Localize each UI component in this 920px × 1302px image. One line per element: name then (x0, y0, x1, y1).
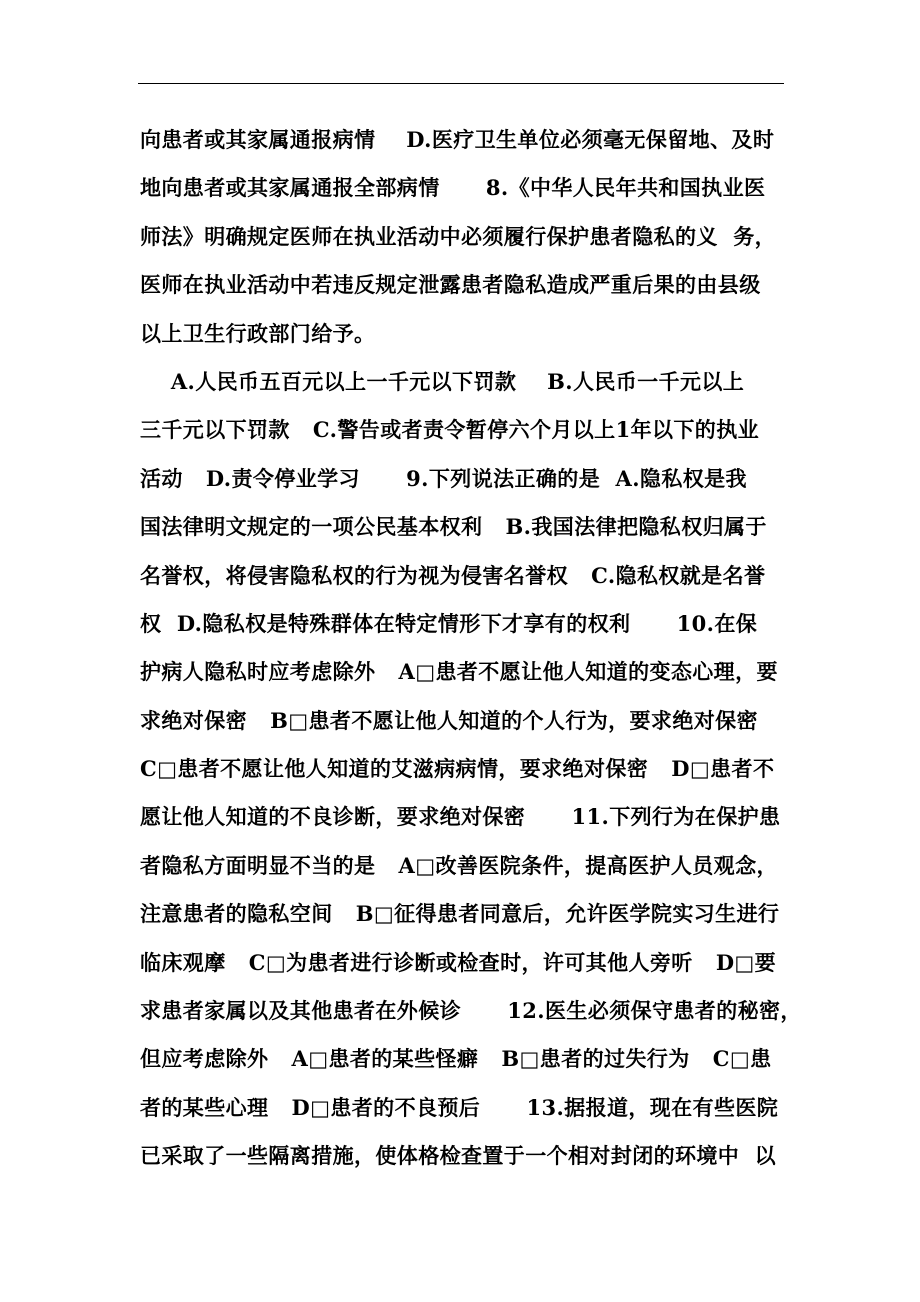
text-line: 注意患者的隐私空间 B□征得患者同意后，允许医学院实习生进行 (140, 901, 780, 927)
text-line: 求绝对保密 B□患者不愿让他人知道的个人行为，要求绝对保密 (140, 707, 758, 733)
text-line: 权 D.隐私权是特殊群体在特定情形下才享有的权利 10.在保 (140, 610, 758, 636)
text-line: 愿让他人知道的不良诊断，要求绝对保密 11.下列行为在保护患 (140, 804, 781, 830)
text-line: 地向患者或其家属通报全部病情 8.《中华人民年共和国执业医 (140, 175, 766, 201)
text-line: 三千元以下罚款 C.警告或者责令暂停六个月以上1年以下的执业 (140, 417, 759, 443)
text-line: 求患者家属以及其他患者在外候诊 12.医生必须保守患者的秘密， (140, 998, 802, 1024)
text-line: C□患者不愿让他人知道的艾滋病病情，要求绝对保密 D□患者不 (140, 756, 775, 782)
text-line: 活动 D.责令停业学习 9.下列说法正确的是 A.隐私权是我 (140, 465, 747, 491)
text-line: 师法》明确规定医师在执业活动中必须履行保护患者隐私的义 务， (140, 223, 777, 249)
text-line: A.人民币五百元以上一千元以下罚款 B.人民币一千元以上 (140, 368, 745, 394)
header-rule (138, 83, 784, 84)
text-line: 已采取了一些隔离措施，使体格检查置于一个相对封闭的环境中 以 (140, 1143, 777, 1169)
text-line: 护病人隐私时应考虑除外 A□患者不愿让他人知道的变态心理，要 (140, 659, 778, 685)
text-line: 医师在执业活动中若违反规定泄露患者隐私造成严重后果的由县级 (140, 272, 761, 298)
text-line: 者隐私方面明显不当的是 A□改善医院条件，提高医护人员观念， (140, 852, 778, 878)
text-line: 向患者或其家属通报病情 D.医疗卫生单位必须毫无保留地、及时 (140, 127, 775, 152)
text-line: 以上卫生行政部门给予。 (140, 320, 376, 346)
text-line: 者的某些心理 D□患者的不良预后 13.据报道，现在有些医院 (140, 1094, 779, 1120)
text-line: 临床观摩 C□为患者进行诊断或检查时，许可其他人旁听 D□要 (140, 949, 777, 975)
text-line: 国法律明文规定的一项公民基本权利 B.我国法律把隐私权归属于 (140, 514, 767, 540)
text-line: 但应考虑除外 A□患者的某些怪癖 B□患者的过失行为 C□患 (140, 1046, 772, 1072)
body-text (140, 116, 800, 1181)
text-line: 名誉权，将侵害隐私权的行为视为侵害名誉权 C.隐私权就是名誉 (140, 562, 766, 588)
